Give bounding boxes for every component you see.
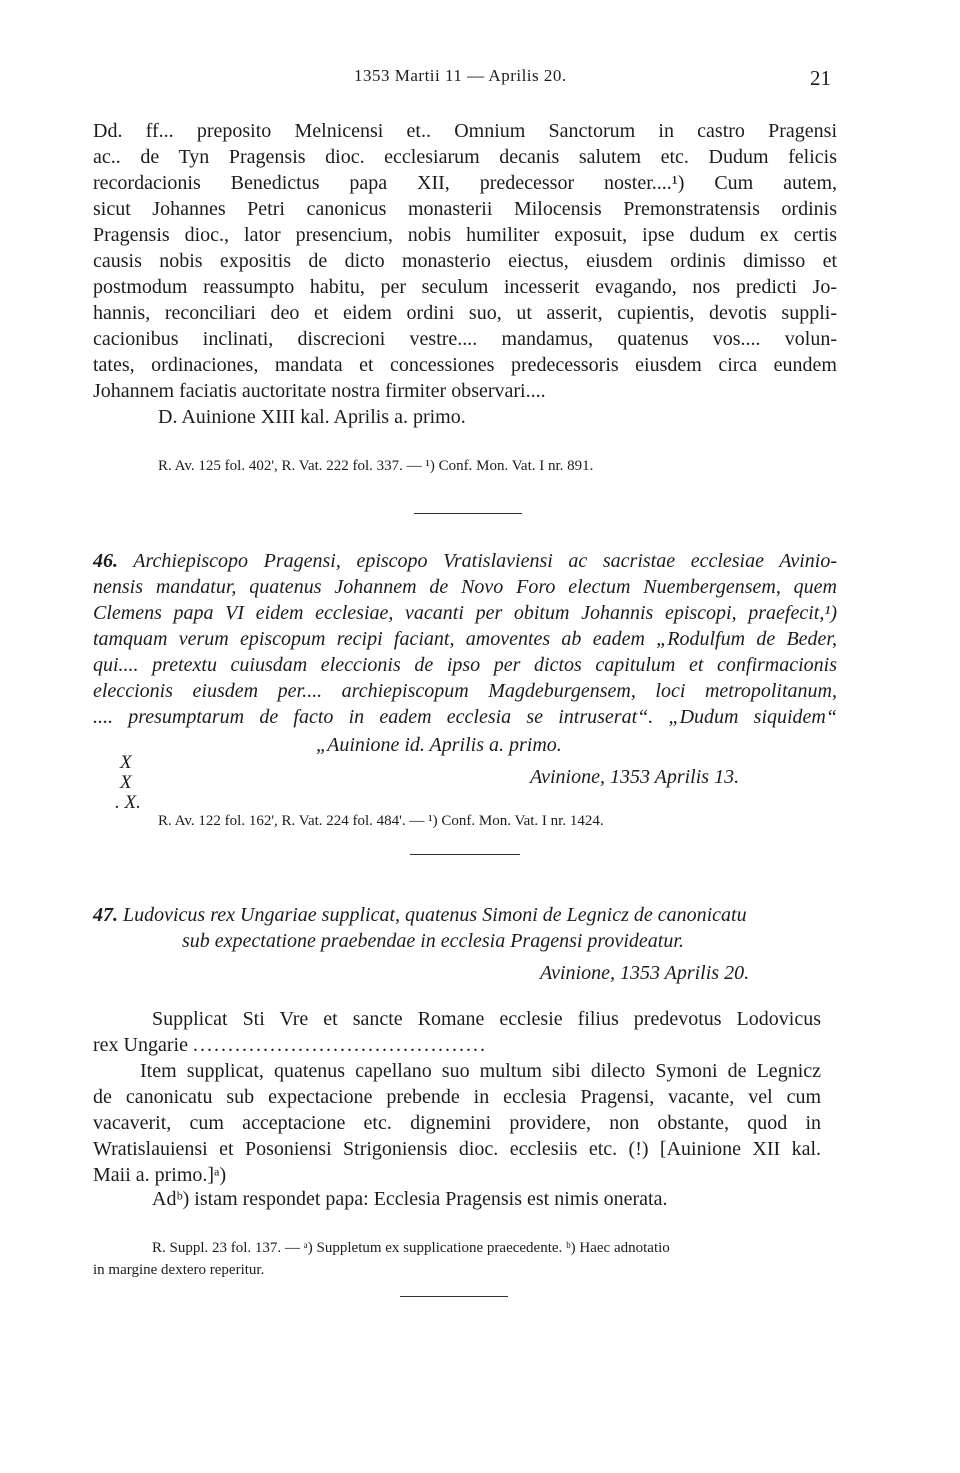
doc45-line-1: Dd. ff... preposito Melnicensi et.. Omnium Sanctorum in castro Pragensi <box>93 120 837 142</box>
doc47-reference-line-1: R. Suppl. 23 fol. 137. — ᵃ) Suppletum ex supplicatione praecedente. ᵇ) Haec adnotatio <box>152 1240 670 1256</box>
doc47-number: 47. <box>93 904 118 926</box>
doc46-incipit-date: „Auinione id. Aprilis a. primo. <box>316 734 562 756</box>
doc47-rex-line <box>93 1032 837 1058</box>
doc46-number: 46. <box>93 550 118 572</box>
doc47-supplicat-line: Supplicat Sti Vre et sancte Romane ecclesie filius predevotus Lodovicus <box>152 1008 821 1030</box>
doc45-line-6: causis nobis expositis de dicto monasterio eiectus, eiusdem ordinis dimisso et <box>93 250 837 272</box>
separator-rule-3 <box>400 1296 508 1297</box>
doc46-summary-text-1: Archiepiscopo Pragensi, episcopo Vratislaviensi ac sacristae ecclesiae Avinio- <box>133 550 837 572</box>
margin-mark-2: X <box>120 772 132 793</box>
doc46-summary-line-4: tamquam verum episcopum recipi faciant, amoventes ab eadem „Rodulfum de Beder, <box>93 628 837 650</box>
doc46-summary-line-2: nensis mandatur, quatenus Johannem de Novo Foro electum Nuembergensem, quem <box>93 576 837 598</box>
doc45-line-2: ac.. de Tyn Pragensis dioc. ecclesiarum decanis salutem etc. Dudum felicis <box>93 146 837 168</box>
doc46-place-date: Avinione, 1353 Aprilis 13. <box>530 766 740 788</box>
doc46-reference: R. Av. 122 fol. 162', R. Vat. 224 fol. 484'. — ¹) Conf. Mon. Vat. I nr. 1424. <box>158 813 604 829</box>
doc46-summary-line-3: Clemens papa VI eidem ecclesiae, vacanti per obitum Johannis episcopi, praefecit,¹) <box>93 602 837 624</box>
doc47-item-line-5: Maii a. primo.]ᵃ) <box>93 1164 227 1186</box>
doc45-line-7: postmodum reassumpto habitu, per seculum incesserit evagando, nos predicti Jo- <box>93 276 837 298</box>
doc47-item-line-4: Wratislauiensi et Posoniensi Strigoniensis dioc. ecclesiis etc. (!) [Auinione XII kal. <box>93 1138 821 1160</box>
doc46-summary-line-7: .... presumptarum de facto in eadem ecclesia se intruserat“. „Dudum siquidem“ <box>93 706 837 728</box>
doc47-item-line-2: de canonicatu sub expectacione prebende in ecclesia Pragensi, vacante, vel cum <box>93 1086 821 1108</box>
doc47-rex-word: rex Ungarie <box>93 1034 188 1056</box>
doc47-summary-line-2: sub expectatione praebendae in ecclesia Pragensi provideatur. <box>182 930 684 952</box>
doc46-summary-line-5: qui.... pretextu cuiusdam eleccionis de ipso per dictos capitulum et confirmacionis <box>93 654 837 676</box>
doc47-place-date: Avinione, 1353 Aprilis 20. <box>540 962 750 984</box>
doc47-item-line-1: Item supplicat, quatenus capellano suo multum sibi dilecto Symoni de Legnicz <box>140 1060 821 1082</box>
doc47-item-line-3: vacaverit, cum acceptacione etc. dignemini providere, non obstante, quod in <box>93 1112 821 1134</box>
page-number: 21 <box>810 66 831 90</box>
doc45-reference: R. Av. 125 fol. 402', R. Vat. 222 fol. 337. — ¹) Conf. Mon. Vat. I nr. 891. <box>158 458 594 474</box>
doc45-date-line: D. Auinione XIII kal. Aprilis a. primo. <box>158 406 466 428</box>
margin-mark-3: . X. <box>115 792 141 813</box>
doc45-line-9: cacionibus inclinati, discrecioni vestre.... mandamus, quatenus vos.... volun- <box>93 328 837 350</box>
dot-leader: .......................................... <box>192 1034 487 1056</box>
doc45-line-8: hannis, reconciliari deo et eidem ordini suo, ut asserit, cupientis, devotis suppli- <box>93 302 837 324</box>
doc47-reference-line-2: in margine dextero reperitur. <box>93 1262 265 1278</box>
doc47-summary-text-1: Ludovicus rex Ungariae supplicat, quatenus Simoni de Legnicz de canonicatu <box>123 904 747 926</box>
doc46-summary-line-1 <box>93 548 837 574</box>
running-header: 1353 Martii 11 — Aprilis 20. <box>354 66 567 85</box>
doc45-line-10: tates, ordinaciones, mandata et concessiones predecessoris eiusdem circa eundem <box>93 354 837 376</box>
margin-mark-1: X <box>120 752 132 773</box>
doc47-summary-line-1 <box>93 902 837 928</box>
doc45-line-11: Johannem faciatis auctoritate nostra firmiter observari.... <box>93 380 546 402</box>
doc45-line-3: recordacionis Benedictus papa XII, predecessor noster....¹) Cum autem, <box>93 172 837 194</box>
doc47-ad-line: Adᵇ) istam respondet papa: Ecclesia Pragensis est nimis onerata. <box>152 1188 668 1210</box>
doc45-line-4: sicut Johannes Petri canonicus monasterii Milocensis Premonstratensis ordinis <box>93 198 837 220</box>
separator-rule-2 <box>410 854 520 855</box>
doc46-summary-line-6: eleccionis eiusdem per.... archiepiscopum Magdeburgensem, loci metropolitanum, <box>93 680 837 702</box>
doc45-line-5: Pragensis dioc., lator presencium, nobis humiliter exposuit, ipse dudum ex certis <box>93 224 837 246</box>
separator-rule <box>414 513 522 514</box>
